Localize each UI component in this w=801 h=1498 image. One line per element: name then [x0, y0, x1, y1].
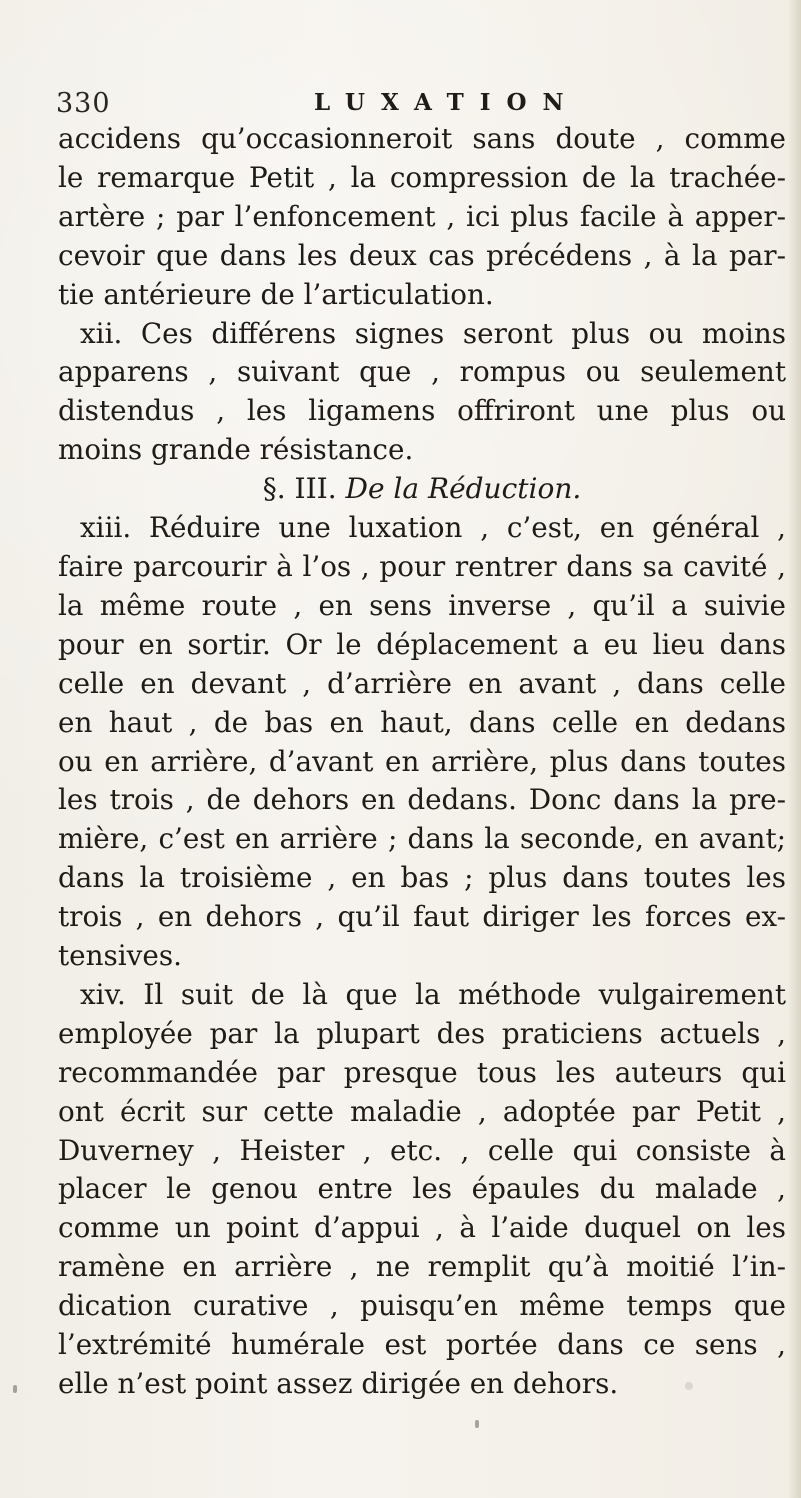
text-line: xiii. Réduire une luxation , c’est, en général , [80, 511, 786, 545]
text-line: ramène en arrière , ne remplit qu’à moitié l’in- [58, 1250, 786, 1284]
text-line: trois , en dehors , qu’il faut diriger les forces ex- [58, 900, 786, 934]
text-line: comme un point d’appui , à l’aide duquel on les [58, 1211, 786, 1245]
text-line: xiv. Il suit de là que la méthode vulgairement [80, 977, 786, 1011]
text-line: le remarque Petit , la compression de la trachée- [58, 160, 786, 194]
section-heading [58, 470, 786, 509]
text-line: en haut , de bas en haut, dans celle en dedans [58, 705, 786, 739]
ink-speck [13, 1385, 17, 1393]
page-number: 330 [56, 88, 111, 119]
text-line: cevoir que dans les deux cas précédens , à la par- [58, 238, 786, 272]
body-text [58, 120, 786, 1404]
text-line: pour en sortir. Or le déplacement a eu lieu dans [58, 627, 786, 661]
text-line: distendus , les ligamens offriront une plus ou [58, 394, 786, 428]
ink-speck [475, 1420, 479, 1428]
text-line: la même route , en sens inverse , qu’il a suivie [58, 588, 786, 622]
text-line: elle n’est point assez dirigée en dehors. [58, 1367, 619, 1400]
running-title: LUXATION [314, 89, 580, 116]
text-line: Duverney , Heister , etc. , celle qui consiste à [58, 1133, 786, 1167]
text-line: mière, c’est en arrière ; dans la seconde, en avant; [58, 822, 786, 856]
text-line: recommandée par presque tous les auteurs qui [58, 1055, 786, 1089]
text-line: tie antérieure de l’articulation. [58, 277, 494, 311]
text-line: moins grande résistance. [58, 433, 414, 467]
text-line: ou en arrière, d’avant en arrière, plus dans toutes [58, 744, 786, 778]
text-line: employée par la plupart des praticiens actuels , [58, 1016, 786, 1050]
text-line: xii. Ces différens signes seront plus ou moins [80, 316, 786, 350]
text-line: l’extrémité humérale est portée dans ce sens , [58, 1328, 786, 1362]
section-heading-prefix: §. III. [262, 472, 337, 506]
paper-spot [685, 1382, 693, 1390]
text-line: accidens qu’occasionneroit sans doute , comme [58, 122, 786, 155]
text-line: apparens , suivant que , rompus ou seulement [58, 355, 786, 389]
page-edge-shadow [787, 0, 801, 1498]
text-line: tensives. [58, 939, 182, 973]
text-line: placer le genou entre les épaules du malade , [58, 1172, 786, 1206]
text-line: dication curative , puisqu’en même temps que [58, 1289, 786, 1323]
text-line: celle en devant , d’arrière en avant , dans celle [58, 666, 786, 700]
text-line: dans la troisième , en bas ; plus dans toutes les [58, 861, 786, 895]
section-heading-title: De la Réduction. [345, 472, 582, 506]
text-line: les trois , de dehors en dedans. Donc dans la pre- [58, 783, 786, 817]
text-line: faire parcourir à l’os , pour rentrer dans sa cavité , [58, 549, 786, 583]
text-line: ont écrit sur cette maladie , adoptée par Petit , [58, 1094, 786, 1128]
text-line: artère ; par l’enfoncement , ici plus facile à apper- [58, 199, 786, 233]
